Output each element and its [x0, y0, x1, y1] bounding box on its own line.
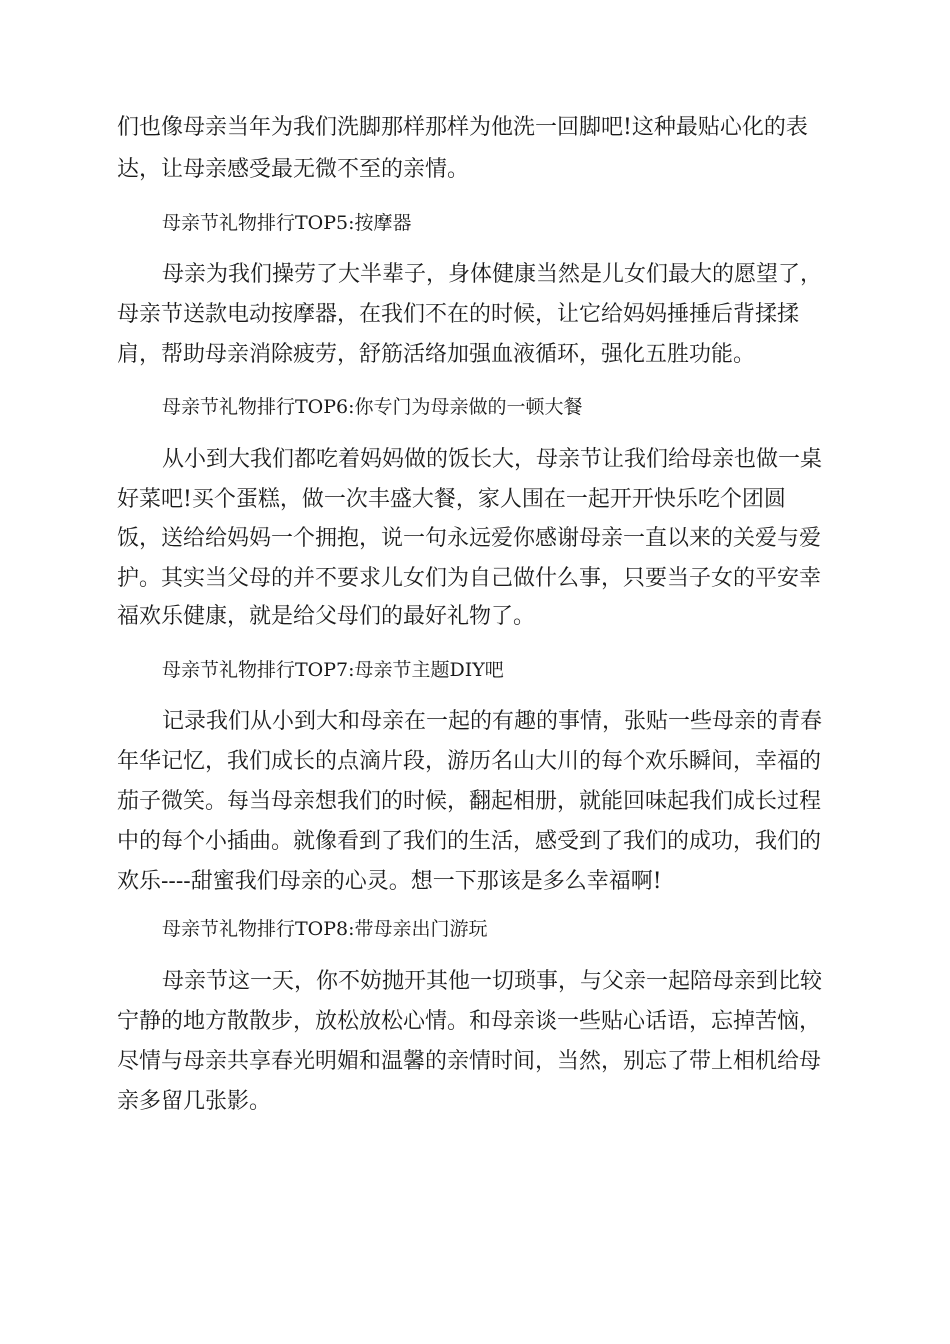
paragraph-top5-line-2: 母亲节送款电动按摩器，在我们不在的时候，让它给妈妈捶捶后背揉揉 — [117, 302, 800, 327]
heading-top6: 母亲节礼物排行TOP6:你专门为母亲做的一顿大餐 — [162, 396, 583, 418]
paragraph-top6-line-3: 饭，送给给妈妈一个拥抱，说一句永远爱你感谢母亲一直以来的关爱与爱 — [117, 526, 822, 551]
paragraph-top7-line-3: 茄子微笑。每当母亲想我们的时候，翻起相册，就能回味起我们成长过程 — [117, 789, 822, 814]
paragraph-top7-line-2: 年华记忆，我们成长的点滴片段，游历名山大川的每个欢乐瞬间，幸福的 — [117, 749, 822, 774]
paragraph-top7-line-4: 中的每个小插曲。就像看到了我们的生活，感受到了我们的成功，我们的 — [117, 829, 822, 854]
paragraph-top6-line-4: 护。其实当父母的并不要求儿女们为自己做什么事，只要当子女的平安幸 — [117, 566, 822, 591]
heading-top5: 母亲节礼物排行TOP5:按摩器 — [162, 212, 412, 234]
paragraph-1-line-1: 们也像母亲当年为我们洗脚那样那样为他洗一回脚吧!这种最贴心化的表 — [117, 115, 808, 140]
paragraph-top8-line-1: 母亲节这一天，你不妨抛开其他一切琐事，与父亲一起陪母亲到比较 — [162, 969, 823, 994]
paragraph-top8-line-3: 尽情与母亲共享春光明媚和温馨的亲情时间，当然，别忘了带上相机给母 — [117, 1049, 822, 1074]
heading-top7: 母亲节礼物排行TOP7:母亲节主题DIY吧 — [162, 659, 504, 681]
paragraph-top7-line-5: 欢乐----甜蜜我们母亲的心灵。想一下那该是多么幸福啊! — [117, 869, 662, 894]
paragraph-top6-line-5: 福欢乐健康，就是给父母们的最好礼物了。 — [117, 604, 536, 629]
paragraph-top8-line-4: 亲多留几张影。 — [117, 1089, 272, 1114]
heading-top8: 母亲节礼物排行TOP8:带母亲出门游玩 — [162, 918, 488, 940]
paragraph-top5-line-3: 肩，帮助母亲消除疲劳，舒筋活络加强血液循环，强化五胜功能。 — [117, 342, 756, 367]
paragraph-top6-line-2: 好菜吧!买个蛋糕，做一次丰盛大餐，家人围在一起开开快乐吃个团圆 — [117, 487, 786, 512]
paragraph-top5-line-1: 母亲为我们操劳了大半辈子，身体健康当然是儿女们最大的愿望了， — [162, 262, 823, 287]
paragraph-1-line-2: 达，让母亲感受最无微不至的亲情。 — [117, 157, 470, 182]
paragraph-top8-line-2: 宁静的地方散散步，放松放松心情。和母亲谈一些贴心话语，忘掉苦恼， — [117, 1009, 822, 1034]
paragraph-top6-line-1: 从小到大我们都吃着妈妈做的饭长大，母亲节让我们给母亲也做一桌 — [162, 447, 823, 472]
paragraph-top7-line-1: 记录我们从小到大和母亲在一起的有趣的事情，张贴一些母亲的青春 — [162, 709, 823, 734]
